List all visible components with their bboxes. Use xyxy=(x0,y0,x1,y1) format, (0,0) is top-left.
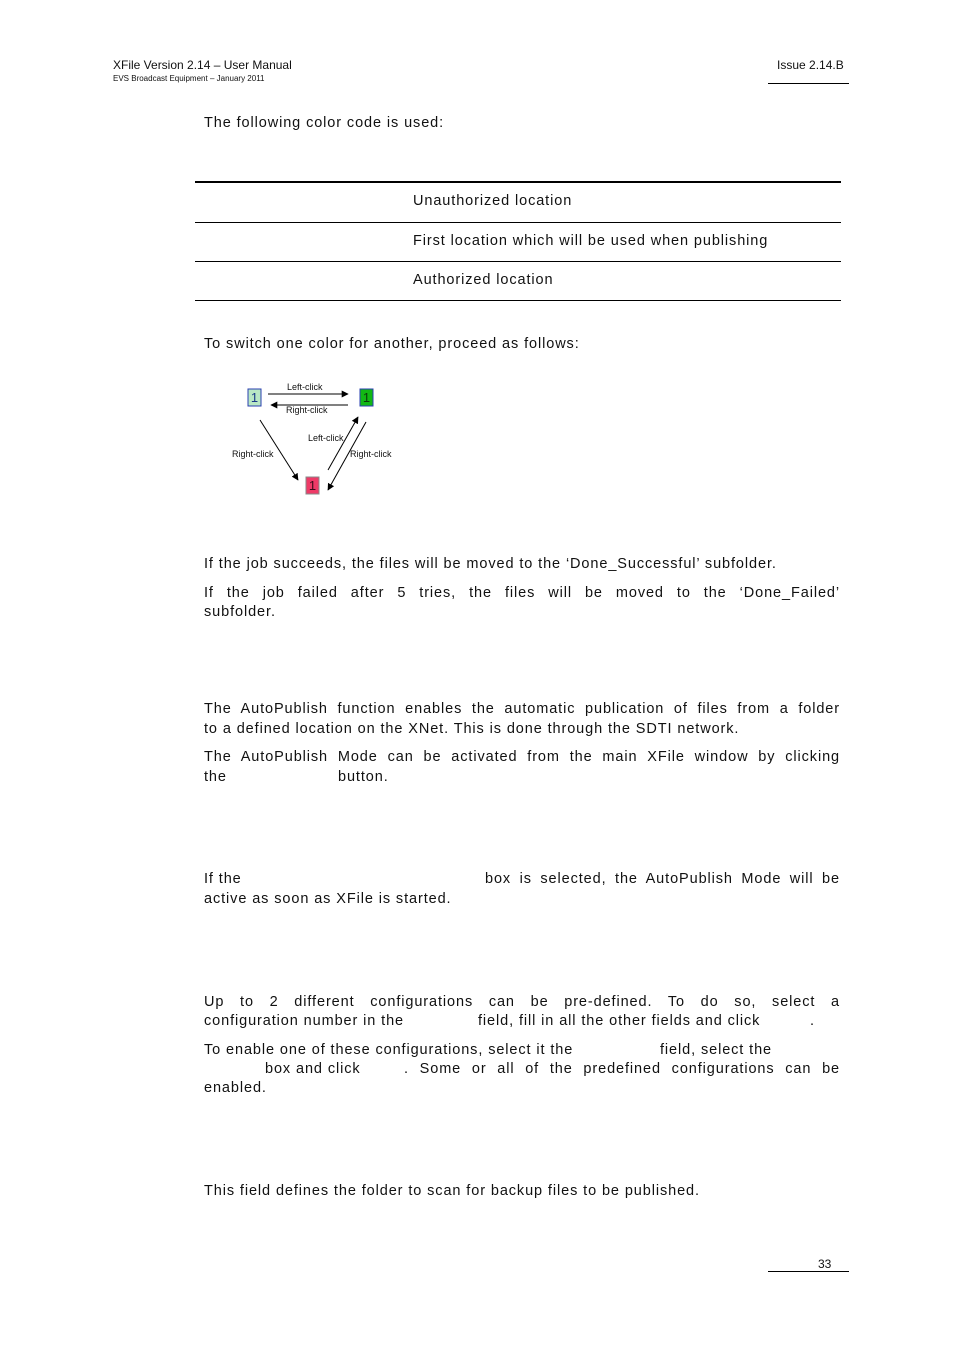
color-switch-diagram xyxy=(228,380,403,498)
para-mode-line-1: The AutoPublish Mode can be activated from the main XFile window by clicking xyxy=(204,749,840,765)
para-field: This field defines the folder to scan for backup files to be published. xyxy=(204,1183,700,1199)
table-row-unauthorized: Unauthorized location xyxy=(413,193,573,209)
table-rule xyxy=(195,222,841,223)
para-mode-line-2a: the xyxy=(204,769,227,785)
para-up-line-2b: field, fill in all the other fields and click xyxy=(478,1013,761,1029)
label-right-click-top: Right-click xyxy=(286,405,328,415)
para-success: If the job succeeds, the files will be moved to the ‘Done_Successful’ subfolder. xyxy=(204,556,777,572)
para-enable-line-2b: . Some or all of the predefined configurations can be xyxy=(404,1061,840,1077)
color-code-intro: The following color code is used: xyxy=(204,115,445,131)
para-failed-line-1: If the job failed after 5 tries, the files will be moved to the ‘Done_Failed’ xyxy=(204,585,840,601)
para-if-line-1a: If the xyxy=(204,871,242,887)
switch-intro: To switch one color for another, proceed as follows: xyxy=(204,336,580,352)
header-subtitle: EVS Broadcast Equipment – January 2011 xyxy=(113,74,265,83)
label-right-click-right: Right-click xyxy=(350,449,392,459)
para-up-line-2c: . xyxy=(810,1013,815,1029)
box-label: 1 xyxy=(250,390,259,405)
label-right-click-left: Right-click xyxy=(232,449,274,459)
para-if-line-2: active as soon as XFile is started. xyxy=(204,891,452,907)
para-failed-line-2: subfolder. xyxy=(204,604,276,620)
para-enable-line-3: enabled. xyxy=(204,1080,267,1096)
para-mode-line-2b: button. xyxy=(338,769,389,785)
label-left-click-middle: Left-click xyxy=(308,433,344,443)
label-left-click-top: Left-click xyxy=(287,382,323,392)
para-autopublish-line-2: to a defined location on the XNet. This is done through the SDTI network. xyxy=(204,721,740,737)
para-if-line-1b: box is selected, the AutoPublish Mode will be xyxy=(485,871,840,887)
para-autopublish-line-1: The AutoPublish function enables the automatic publication of files from a folder xyxy=(204,701,840,717)
header-issue: Issue 2.14.B xyxy=(777,58,844,72)
para-up-line-1: Up to 2 different configurations can be pre-defined. To do so, select a xyxy=(204,994,840,1010)
table-top-rule xyxy=(195,181,841,183)
table-rule xyxy=(195,261,841,262)
para-up-line-2a: configuration number in the xyxy=(204,1013,405,1029)
box-label: 1 xyxy=(308,478,317,493)
para-enable-line-1b: field, select the xyxy=(660,1042,773,1058)
header-rule xyxy=(768,83,849,84)
table-bottom-rule xyxy=(195,300,841,301)
light-green-box xyxy=(248,389,261,406)
footer-rule xyxy=(768,1271,849,1272)
green-box xyxy=(360,389,373,406)
red-box xyxy=(306,477,319,494)
table-row-first-location: First location which will be used when publishing xyxy=(413,233,769,249)
table-row-authorized: Authorized location xyxy=(413,272,554,288)
para-enable-line-1a: To enable one of these configurations, select it the xyxy=(204,1042,574,1058)
header-title: XFile Version 2.14 – User Manual xyxy=(113,58,292,72)
box-label: 1 xyxy=(362,390,371,405)
para-enable-line-2a: box and click xyxy=(265,1061,361,1077)
page-number: 33 xyxy=(818,1257,832,1271)
